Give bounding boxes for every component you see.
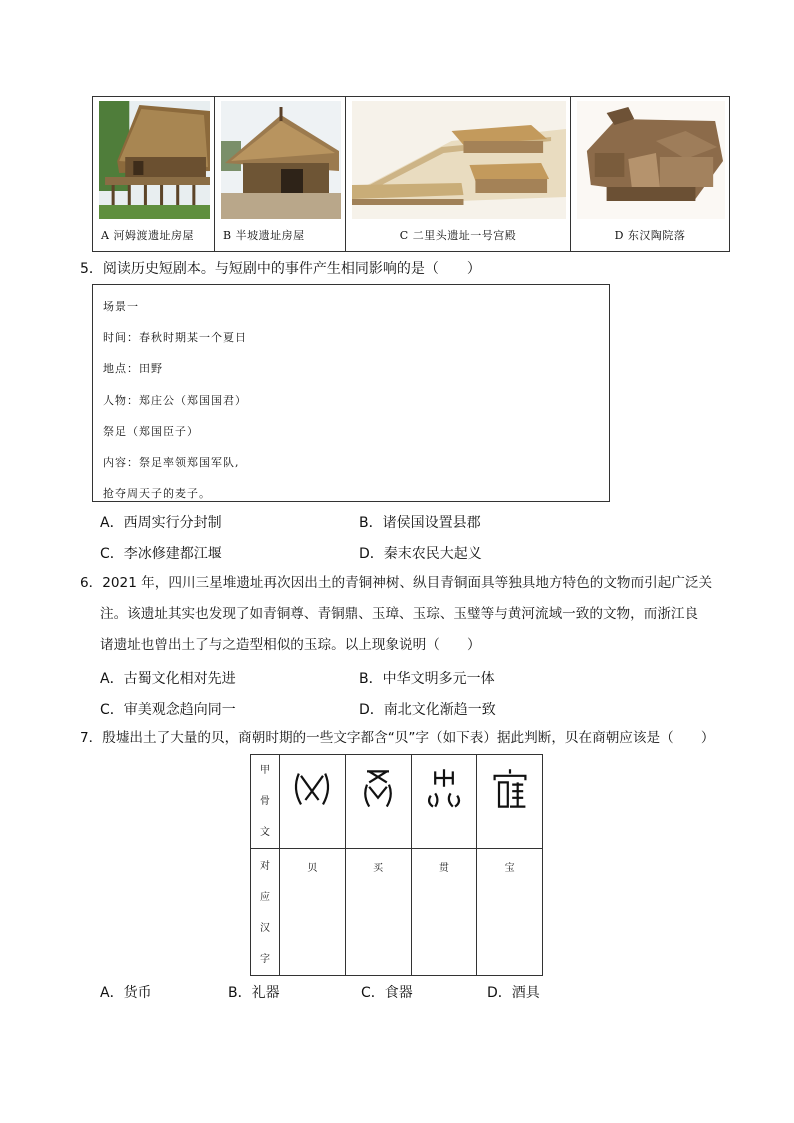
hanzi-bei: 贝	[280, 849, 346, 976]
q5-script-box	[92, 284, 610, 502]
script-line: 时间：春秋时期某一个夏日	[103, 331, 247, 345]
q4-option-b[interactable]	[215, 97, 346, 252]
q7-option-d[interactable]: D．酒具	[487, 985, 540, 1001]
script-line: 地点：田野	[103, 362, 163, 376]
q4-option-a[interactable]	[93, 97, 215, 252]
q5-option-c[interactable]: C．李冰修建都江堰	[100, 546, 222, 562]
oracle-bao-icon	[488, 767, 532, 811]
q4-caption-a: A 河姆渡遗址房屋	[101, 229, 194, 242]
q6-option-d[interactable]: D．南北文化渐趋一致	[359, 702, 496, 718]
q7-option-c[interactable]: C．食器	[361, 985, 413, 1001]
q6-line: 注。该遗址其实也发现了如青铜尊、青铜鼎、玉璋、玉琮、玉璧等与黄河流域一致的文物，而浙江良	[100, 606, 699, 622]
oracle-guan-icon	[422, 767, 466, 811]
q6-line: 6．2021 年，四川三星堆遗址再次因出土的青铜神树、纵目青铜面具等独具地方特色的文物而引起广泛关	[80, 575, 713, 591]
q4-option-d[interactable]	[571, 97, 730, 252]
script-line: 人物：郑庄公（郑国国君）	[103, 393, 247, 407]
q4-image-table	[92, 96, 730, 252]
script-line: 内容：祭足率领郑国军队,	[103, 455, 240, 469]
q4-caption-b: B 半坡遗址房屋	[223, 229, 305, 242]
oracle-row-header: 甲 骨 文	[251, 755, 280, 849]
q4-caption-c: C 二里头遗址一号宫殿	[399, 229, 517, 242]
stilt-house-icon	[99, 101, 210, 219]
q6-option-b[interactable]: B．中华文明多元一体	[359, 671, 495, 687]
script-line: 场景一	[103, 300, 139, 313]
q4-option-c[interactable]	[346, 97, 571, 252]
q6-option-c[interactable]: C．审美观念趋向同一	[100, 702, 236, 718]
oracle-glyph-mai	[345, 755, 411, 849]
hanzi-mai: 买	[345, 849, 411, 976]
q7-option-a[interactable]: A．货币	[100, 985, 152, 1001]
q5-option-d[interactable]: D．秦末农民大起义	[359, 546, 482, 562]
oracle-glyph-bao	[477, 755, 543, 849]
thatched-hut-icon	[221, 101, 341, 219]
q6-stem	[80, 568, 730, 661]
q5-stem: 5．阅读历史短剧本。与短剧中的事件产生相同影响的是（ ）	[80, 261, 481, 277]
script-line: 祭足（郑国臣子）	[103, 424, 199, 438]
oracle-mai-icon	[356, 767, 400, 811]
hanzi-bao: 宝	[477, 849, 543, 976]
oracle-bei-icon	[290, 767, 334, 811]
q7-stem: 7．殷墟出土了大量的贝，商朝时期的一些文字都含“贝”字（如下表）据此判断，贝在商朝应该是（ ）	[80, 730, 715, 746]
q6-option-a[interactable]: A．古蜀文化相对先进	[100, 671, 236, 687]
q5-option-b[interactable]: B．诸侯国设置县郡	[359, 515, 481, 531]
q6-line: 诸遗址也曾出土了与之造型相似的玉琮。以上现象说明（ ）	[100, 637, 481, 653]
oracle-glyph-guan	[411, 755, 477, 849]
q5-option-a[interactable]: A．西周实行分封制	[100, 515, 222, 531]
hanzi-row-header: 对 应 汉 字	[251, 849, 280, 976]
hanzi-guan: 贯	[411, 849, 477, 976]
q7-option-b[interactable]: B．礼器	[228, 985, 280, 1001]
oracle-bone-table	[250, 754, 543, 976]
pottery-courtyard-icon	[577, 101, 725, 219]
oracle-glyph-bei	[280, 755, 346, 849]
script-line: 抢夺周天子的麦子。	[103, 487, 211, 501]
q4-caption-d: D 东汉陶院落	[614, 229, 686, 242]
palace-model-icon	[352, 101, 566, 219]
